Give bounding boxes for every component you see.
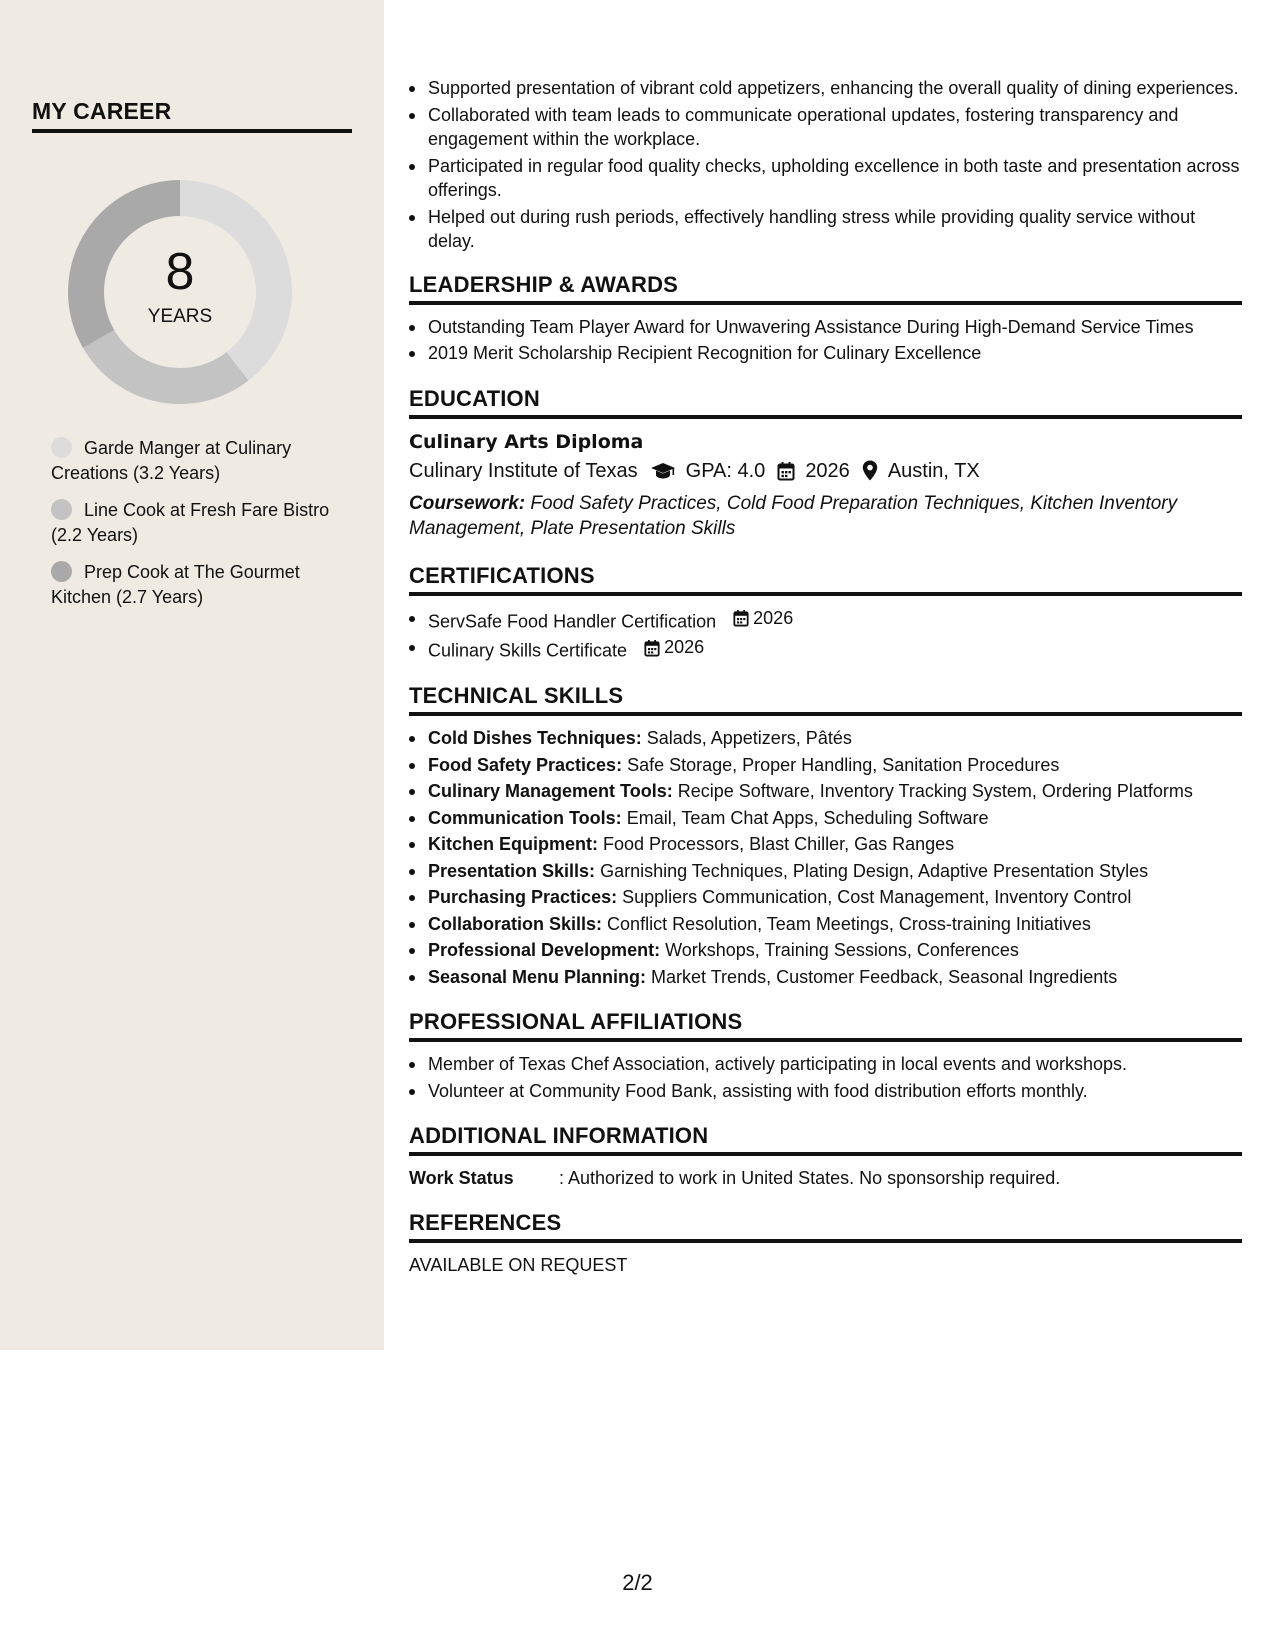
technical-skills-title: TECHNICAL SKILLS — [409, 683, 1242, 716]
skill-category: Professional Development: — [428, 940, 661, 960]
legend-dot — [51, 561, 72, 582]
page-number: 2/2 — [622, 1570, 653, 1595]
skill-category: Kitchen Equipment: — [428, 834, 598, 854]
affiliations-title: PROFESSIONAL AFFILIATIONS — [409, 1009, 1242, 1042]
calendar-icon — [644, 639, 660, 657]
skill-category: Food Safety Practices: — [428, 754, 623, 775]
coursework-label: Coursework: — [409, 492, 526, 514]
degree-name: Culinary Arts Diploma — [409, 430, 644, 453]
affiliation-item: Volunteer at Community Food Bank, assisting with food distribution efforts monthly. — [409, 1079, 1242, 1104]
experience-bullet: Helped out during rush periods, effectively handling stress while providing quality service without delay. — [409, 205, 1242, 254]
work-status-value: : Authorized to work in United States. No sponsorship required. — [559, 1168, 1061, 1188]
skill-values: Email, Team Chat Apps, Scheduling Software — [626, 807, 989, 828]
skill-item — [409, 938, 1242, 963]
skill-category: Culinary Management Tools: — [428, 781, 673, 801]
school-name: Culinary Institute of Texas — [409, 459, 638, 482]
award-item: Outstanding Team Player Award for Unwavering Assistance During High-Demand Service Times — [409, 315, 1242, 340]
skill-item — [409, 726, 1242, 751]
references-text: AVAILABLE ON REQUEST — [409, 1255, 628, 1275]
work-status-label: Work Status — [409, 1168, 514, 1188]
experience-bullets — [409, 76, 1242, 254]
work-status-row — [409, 1166, 1242, 1190]
legend-label: Garde Manger at Culinary Creations (3.2 Years) — [51, 438, 292, 483]
skill-item — [409, 753, 1242, 778]
donut-total: 8 — [165, 243, 195, 301]
education-location: Austin, TX — [887, 459, 980, 482]
certification-year: 2026 — [664, 637, 705, 658]
my-career-heading: MY CAREER — [32, 98, 352, 133]
education-title: EDUCATION — [409, 386, 1242, 419]
donut-segment-2 — [83, 330, 249, 404]
skill-values: Safe Storage, Proper Handling, Sanitation Procedures — [627, 754, 1060, 775]
donut-segment-1 — [180, 180, 292, 381]
career-legend — [51, 436, 341, 622]
legend-item — [51, 560, 341, 610]
calendar-icon — [777, 461, 795, 481]
skill-values: Recipe Software, Inventory Tracking System, Ordering Platforms — [677, 781, 1193, 801]
gpa: GPA: 4.0 — [685, 459, 766, 482]
skill-category: Collaboration Skills: — [428, 913, 603, 934]
certification-name: ServSafe Food Handler Certification — [428, 610, 717, 631]
skill-item — [409, 779, 1242, 804]
skill-category: Purchasing Practices: — [428, 887, 618, 907]
main-content — [409, 0, 1242, 1277]
affiliations-section — [409, 1009, 1242, 1103]
skill-category: Seasonal Menu Planning: — [428, 966, 647, 987]
skill-item — [409, 912, 1242, 937]
education-section — [409, 386, 1242, 541]
leadership-section — [409, 272, 1242, 366]
skill-values: Workshops, Training Sessions, Conferences — [665, 940, 1019, 960]
additional-info-section — [409, 1123, 1242, 1190]
location-pin-icon — [862, 460, 878, 481]
skill-category: Presentation Skills: — [428, 860, 596, 881]
calendar-icon — [733, 609, 749, 627]
legend-dot — [51, 499, 72, 520]
affiliation-item: Member of Texas Chef Association, actively participating in local events and workshops. — [409, 1052, 1242, 1077]
skill-values: Conflict Resolution, Team Meetings, Cross-training Initiatives — [607, 913, 1091, 934]
award-item: 2019 Merit Scholarship Recipient Recognition for Culinary Excellence — [409, 341, 1242, 366]
skill-values: Garnishing Techniques, Plating Design, Adaptive Presentation Styles — [600, 860, 1149, 881]
skill-item — [409, 806, 1242, 831]
certifications-section — [409, 563, 1242, 664]
experience-bullet: Collaborated with team leads to communicate operational updates, fostering transparency and engagement within the workplace. — [409, 103, 1242, 152]
coursework-list: Food Safety Practices, Cold Food Preparation Techniques, Kitchen Inventory Management, Plate Presentation Skills — [409, 492, 1178, 539]
experience-bullet: Supported presentation of vibrant cold appetizers, enhancing the overall quality of dining experiences. — [409, 76, 1242, 101]
donut-unit: YEARS — [147, 306, 213, 327]
experience-bullet: Participated in regular food quality checks, upholding excellence in both taste and presentation across offerings. — [409, 154, 1242, 203]
legend-label: Prep Cook at The Gourmet Kitchen (2.7 Years) — [51, 562, 300, 607]
skill-item — [409, 965, 1242, 990]
skill-values: Salads, Appetizers, Pâtés — [646, 728, 852, 748]
references-title: REFERENCES — [409, 1210, 1242, 1243]
skill-category: Cold Dishes Techniques: — [428, 728, 642, 748]
legend-label: Line Cook at Fresh Fare Bistro (2.2 Years) — [51, 500, 330, 545]
skill-item — [409, 885, 1242, 910]
certification-item — [409, 635, 1242, 663]
coursework — [409, 491, 1242, 541]
certification-name: Culinary Skills Certificate — [428, 640, 628, 661]
certification-item — [409, 606, 1242, 634]
skill-values: Market Trends, Customer Feedback, Seasonal Ingredients — [651, 966, 1118, 987]
skill-item — [409, 859, 1242, 884]
skill-item — [409, 832, 1242, 857]
career-donut-chart — [60, 172, 300, 412]
sidebar — [0, 0, 384, 1350]
leadership-title: LEADERSHIP & AWARDS — [409, 272, 1242, 305]
skill-values: Suppliers Communication, Cost Management, Inventory Control — [622, 887, 1132, 907]
certifications-title: CERTIFICATIONS — [409, 563, 1242, 596]
skill-category: Communication Tools: — [428, 807, 622, 828]
legend-item — [51, 436, 341, 486]
graduation-cap-icon — [650, 462, 676, 480]
legend-dot — [51, 437, 72, 458]
references-section — [409, 1210, 1242, 1277]
skill-values: Food Processors, Blast Chiller, Gas Ranges — [603, 834, 955, 854]
technical-skills-section — [409, 683, 1242, 989]
graduation-year: 2026 — [805, 459, 850, 482]
certification-year: 2026 — [753, 607, 794, 628]
legend-item — [51, 498, 341, 548]
education-details — [409, 457, 1242, 485]
additional-info-title: ADDITIONAL INFORMATION — [409, 1123, 1242, 1156]
